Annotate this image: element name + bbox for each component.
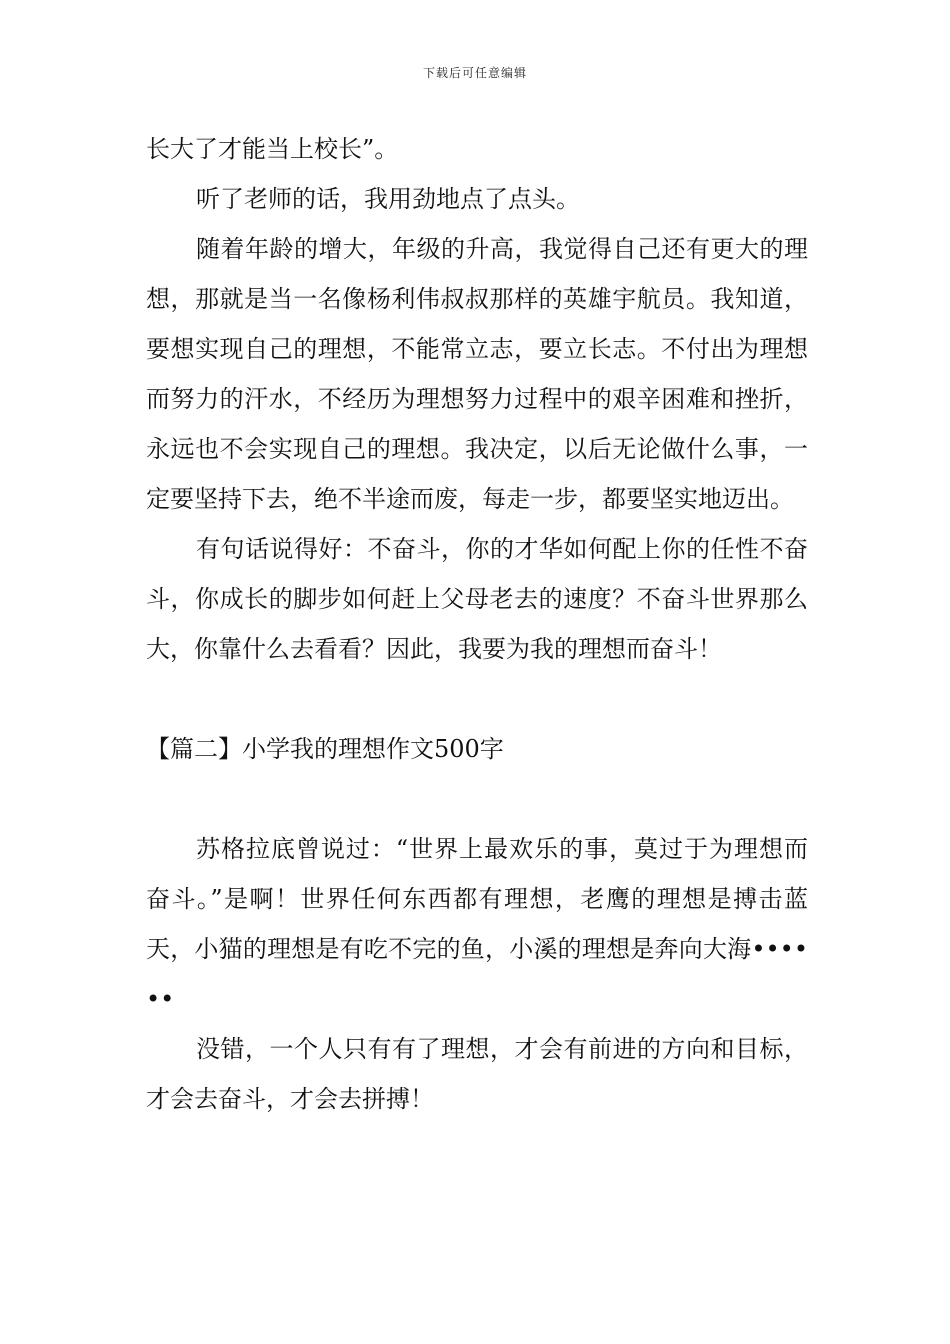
page-header: 下载后可任意编辑 [422, 66, 527, 80]
spacer [146, 774, 808, 824]
paragraph: 随着年龄的增大，年级的升高，我觉得自己还有更大的理想，那就是当一名像杨利伟叔叔那样的英雄宇航员。我知道，要想实现自己的理想，不能常立志，要立长志。不付出为理想而努力的汗水，不经历为理想努力过程中的艰辛困难和挫折，永远也不会实现自己的理想。我决定，以后无论做什么事，一定要坚持下去，绝不半途而废，每走一步，都要坚实地迈出。 [146, 235, 808, 513]
paragraph: 有句话说得好：不奋斗，你的才华如何配上你的任性不奋斗，你成长的脚步如何赶上父母老去的速度？不奋斗世界那么大，你靠什么去看看？因此，我要为我的理想而奋斗！ [146, 535, 808, 663]
document-body [146, 124, 808, 1124]
paragraph: 听了老师的话，我用劲地点了点头。 [196, 185, 580, 213]
paragraph: 长大了才能当上校长”。 [146, 135, 399, 163]
section-heading: 【篇二】小学我的理想作文500字 [146, 735, 504, 763]
spacer [146, 674, 808, 724]
paragraph: 苏格拉底曾说过：“世界上最欢乐的事，莫过于为理想而奋斗。”是啊！世界任何东西都有理想，老鹰的理想是搏击蓝天，小猫的理想是有吃不完的鱼，小溪的理想是奔向大海•••••• [146, 835, 808, 1013]
paragraph: 没错，一个人只有有了理想，才会有前进的方向和目标，才会去奋斗，才会去拼搏！ [146, 1035, 808, 1113]
